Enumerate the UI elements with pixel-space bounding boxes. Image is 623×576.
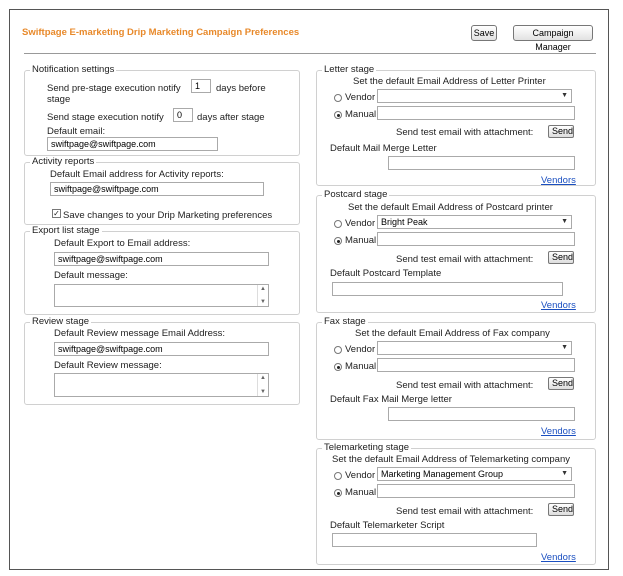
fax-send-button[interactable]: Send <box>548 377 574 390</box>
post-stage-days-input[interactable]: 0 <box>173 108 193 122</box>
notification-settings-legend: Notification settings <box>32 64 115 75</box>
review-message-label: Default Review message: <box>54 360 162 371</box>
export-message-label: Default message: <box>54 270 128 281</box>
fax-vendor-label: Vendor <box>345 344 376 355</box>
letter-send-button[interactable]: Send <box>548 125 574 138</box>
telemarketing-manual-input[interactable] <box>377 484 575 498</box>
letter-template-label: Default Mail Merge Letter <box>330 143 437 154</box>
letter-vendor-label: Vendor <box>345 92 376 103</box>
postcard-vendor-value: Bright Peak <box>381 217 428 227</box>
letter-vendors-link[interactable]: Vendors <box>541 175 576 186</box>
default-email-input[interactable]: swiftpage@swiftpage.com <box>47 137 218 151</box>
fax-manual-radio[interactable] <box>334 363 342 371</box>
telemarketing-vendor-value: Marketing Management Group <box>381 469 504 479</box>
postcard-vendors-link[interactable]: Vendors <box>541 300 576 311</box>
fax-vendors-link[interactable]: Vendors <box>541 426 576 437</box>
export-email-label: Default Export to Email address: <box>54 238 191 249</box>
postcard-test-label: Send test email with attachment: <box>396 254 534 265</box>
header-divider <box>24 53 596 54</box>
post-stage-label: Send stage execution notify <box>47 112 164 123</box>
telemarketing-manual-radio[interactable] <box>334 489 342 497</box>
letter-vendor-radio[interactable] <box>334 94 342 102</box>
scroll-up-icon[interactable]: ▲ <box>260 375 266 381</box>
review-email-input[interactable]: swiftpage@swiftpage.com <box>54 342 269 356</box>
fax-template-input[interactable] <box>388 407 575 421</box>
campaign-manager-button[interactable]: Campaign Manager <box>513 25 593 41</box>
chevron-down-icon: ▼ <box>561 344 568 351</box>
scroll-up-icon[interactable]: ▲ <box>260 286 266 292</box>
postcard-template-input[interactable] <box>332 282 563 296</box>
telemarketing-template-input[interactable] <box>332 533 537 547</box>
fax-stage-legend: Fax stage <box>324 316 366 327</box>
save-changes-checkbox[interactable]: ✓ <box>53 209 60 218</box>
postcard-vendor-select[interactable] <box>377 215 572 229</box>
save-button[interactable]: Save <box>471 25 497 41</box>
review-stage-legend: Review stage <box>32 316 90 327</box>
fax-desc: Set the default Email Address of Fax company <box>355 328 550 339</box>
fax-test-label: Send test email with attachment: <box>396 380 534 391</box>
default-email-label: Default email: <box>47 126 106 137</box>
postcard-manual-radio[interactable] <box>334 237 342 245</box>
telemarketing-template-label: Default Telemarketer Script <box>330 520 445 531</box>
letter-stage-legend: Letter stage <box>324 64 375 75</box>
telemarketing-vendor-label: Vendor <box>345 470 376 481</box>
fax-template-label: Default Fax Mail Merge letter <box>330 394 452 405</box>
post-stage-days-label: days after stage <box>197 112 265 123</box>
fax-vendor-radio[interactable] <box>334 346 342 354</box>
telemarketing-manual-label: Manual <box>345 487 377 498</box>
pre-stage-days-label: days before <box>216 83 266 94</box>
scroll-down-icon[interactable]: ▼ <box>260 299 266 305</box>
postcard-vendor-radio[interactable] <box>334 220 342 228</box>
postcard-manual-label: Manual <box>345 235 377 246</box>
telemarketing-stage-legend: Telemarketing stage <box>324 442 410 453</box>
letter-desc: Set the default Email Address of Letter Printer <box>353 76 546 87</box>
postcard-stage-legend: Postcard stage <box>324 189 388 200</box>
activity-email-input[interactable]: swiftpage@swiftpage.com <box>50 182 264 196</box>
activity-reports-legend: Activity reports <box>32 156 95 167</box>
save-changes-label: Save changes to your Drip Marketing preferences <box>63 210 273 221</box>
fax-manual-label: Manual <box>345 361 377 372</box>
review-message-textarea[interactable] <box>54 373 269 397</box>
preferences-panel <box>9 9 609 570</box>
letter-test-label: Send test email with attachment: <box>396 127 534 138</box>
chevron-down-icon: ▼ <box>561 470 568 477</box>
activity-email-label: Default Email address for Activity reports: <box>50 169 224 180</box>
review-email-label: Default Review message Email Address: <box>54 328 226 339</box>
telemarketing-vendors-link[interactable]: Vendors <box>541 552 576 563</box>
letter-manual-input[interactable] <box>377 106 575 120</box>
fax-manual-input[interactable] <box>377 358 575 372</box>
letter-manual-radio[interactable] <box>334 111 342 119</box>
fax-vendor-select[interactable] <box>377 341 572 355</box>
telemarketing-send-button[interactable]: Send <box>548 503 574 516</box>
chevron-down-icon: ▼ <box>561 92 568 99</box>
chevron-down-icon: ▼ <box>561 218 568 225</box>
postcard-template-label: Default Postcard Template <box>330 268 442 279</box>
letter-template-input[interactable] <box>388 156 575 170</box>
telemarketing-test-label: Send test email with attachment: <box>396 506 534 517</box>
postcard-send-button[interactable]: Send <box>548 251 574 264</box>
postcard-vendor-label: Vendor <box>345 218 376 229</box>
telemarketing-vendor-radio[interactable] <box>334 472 342 480</box>
export-list-legend: Export list stage <box>32 225 100 236</box>
export-message-textarea[interactable] <box>54 284 269 307</box>
pre-stage-days-input[interactable]: 1 <box>191 79 211 93</box>
letter-vendor-select[interactable] <box>377 89 572 103</box>
telemarketing-vendor-select[interactable] <box>377 467 572 481</box>
postcard-manual-input[interactable] <box>377 232 575 246</box>
pre-stage-label: Send pre-stage execution notify <box>47 83 181 94</box>
export-email-input[interactable]: swiftpage@swiftpage.com <box>54 252 269 266</box>
page-title: Swiftpage E-marketing Drip Marketing Campaign Preferences <box>22 27 300 38</box>
scroll-down-icon[interactable]: ▼ <box>260 389 266 395</box>
postcard-desc: Set the default Email Address of Postcard printer <box>348 202 553 213</box>
pre-stage-label-cont: stage <box>47 94 71 105</box>
telemarketing-desc: Set the default Email Address of Telemarketing company <box>332 454 570 465</box>
letter-manual-label: Manual <box>345 109 377 120</box>
